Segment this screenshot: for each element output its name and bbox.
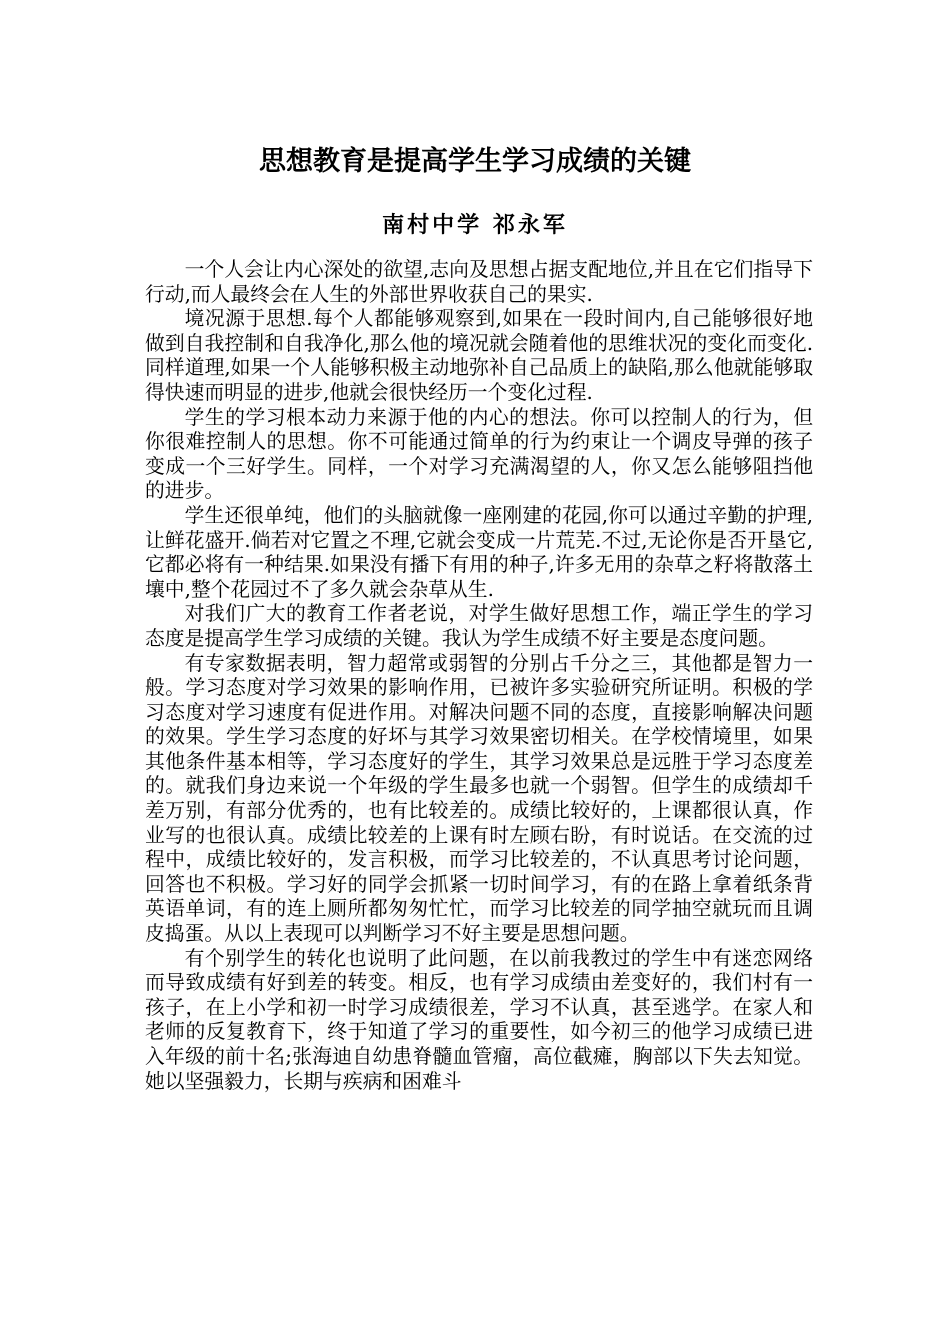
paragraph: 境况源于思想.每个人都能够观察到,如果在一段时间内,自己能够很好地做到自我控制和自我净化,那么他的境况就会随着他的思维状况的变化而变化.同样道理,如果一个人能够积极主动地弥补自己品质上的缺陷,那么他就能够取得快速而明显的进步,他就会很快经历一个变化过程. — [145, 307, 813, 404]
paragraph: 有个别学生的转化也说明了此问题，在以前我教过的学生中有迷恋网络而导致成绩有好到差的转变。相反，也有学习成绩由差变好的，我们村有一孩子，在上小学和初一时学习成绩很差，学习不认真，甚至逃学。在家人和老师的反复教育下，终于知道了学习的重要性，如今初三的他学习成绩已进入年级的前十名;张海迪自幼患脊髓血管瘤，高位截瘫，胸部以下失去知觉。她以坚强毅力，长期与疾病和困难斗 — [145, 946, 813, 1093]
paragraph: 学生还很单纯，他们的头脑就像一座刚建的花园,你可以通过辛勤的护理,让鲜花盛开.倘若对它置之不理,它就会变成一片荒芜.不过,无论你是否开垦它,它都必将有一种结果.如果没有播下有用的种子,许多无用的杂草之籽将散落土壤中,整个花园过不了多久就会杂草从生. — [145, 503, 813, 601]
document-title: 思想教育是提高学生学习成绩的关键 — [259, 146, 691, 177]
paragraph: 学生的学习根本动力来源于他的内心的想法。你可以控制人的行为，但你很难控制人的思想。你不可能通过简单的行为约束让一个调皮导弹的孩子变成一个三好学生。同样，一个对学习充满渴望的人，你又怎么能够阻挡他的进步。 — [145, 405, 813, 503]
document-author: 南村中学 祁永军 — [382, 212, 568, 238]
paragraph: 对我们广大的教育工作者老说，对学生做好思想工作，端正学生的学习态度是提高学生学习成绩的关键。我认为学生成绩不好主要是态度问题。 — [145, 602, 813, 650]
paragraph: 有专家数据表明，智力超常或弱智的分别占千分之三，其他都是智力一般。学习态度对学习效果的影响作用，已被许多实验研究所证明。积极的学习态度对学习速度有促进作用。对解决问题不同的态度，直接影响解决问题的效果。学生学习态度的好坏与其学习效果密切相关。在学校情境里，如果其他条件基本相等，学习态度好的学生，其学习效果总是远胜于学习态度差的。就我们身边来说一个年级的学生最多也就一个弱智。但学生的成绩却千差万别，有部分优秀的，也有比较差的。成绩比较好的，上课都很认真，作业写的也很认真。成绩比较差的上课有时左顾右盼，有时说话。在交流的过程中，成绩比较好的，发言积极，而学习比较差的，不认真思考讨论问题，回答也不积极。学习好的同学会抓紧一切时间学习，有的在路上拿着纸条背英语单词，有的连上厕所都匆匆忙忙，而学习比较差的同学抽空就玩而且调皮捣蛋。从以上表现可以判断学习不好主要是思想问题。 — [145, 651, 813, 946]
paragraph: 一个人会让内心深处的欲望,志向及思想占据支配地位,并且在它们指导下行动,而人最终会在人生的外部世界收获自己的果实. — [145, 258, 813, 306]
document-body — [145, 258, 813, 1094]
